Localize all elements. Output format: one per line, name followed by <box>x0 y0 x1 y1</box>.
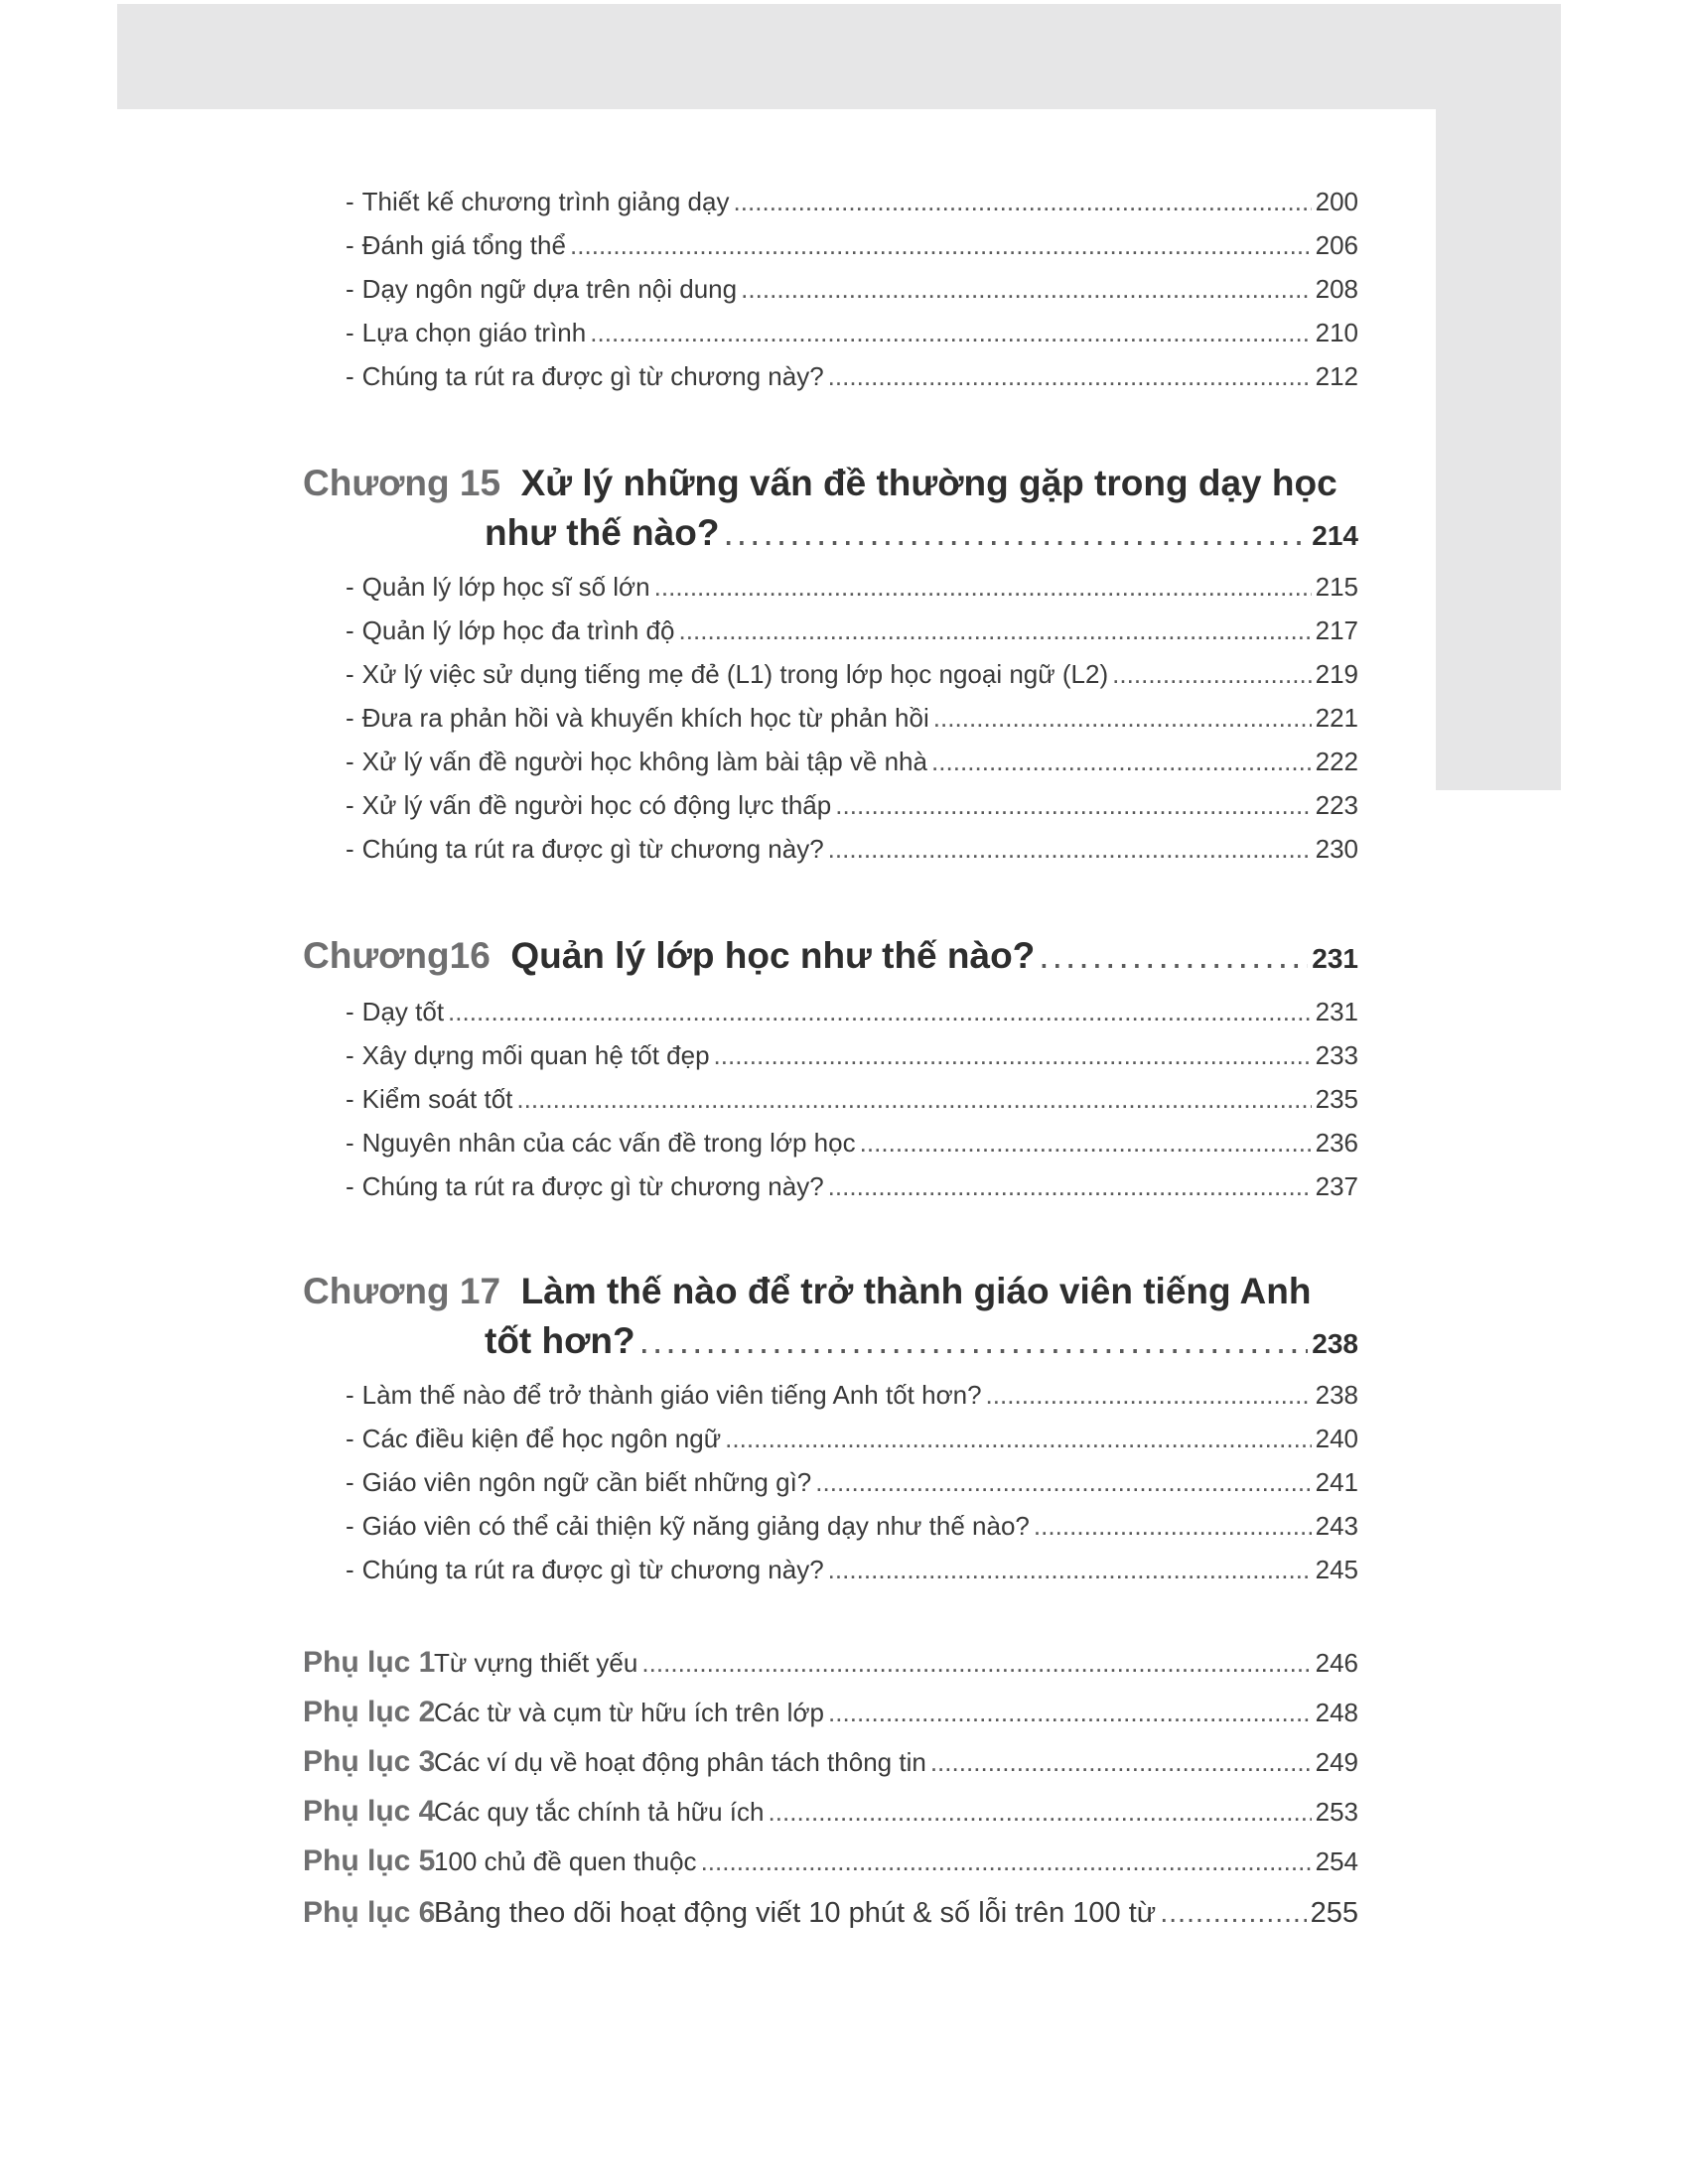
toc-item-page: 210 <box>1315 318 1358 347</box>
appendix-label: Phụ lục 3 <box>303 1745 436 1778</box>
toc-item-page: 237 <box>1315 1171 1358 1201</box>
toc-item-page: 245 <box>1315 1555 1358 1584</box>
chapter-page: 238 <box>1312 1328 1358 1359</box>
appendix-item[interactable] <box>303 1896 1358 1930</box>
toc-item-text: Nguyên nhân của các vấn đề trong lớp học <box>361 1128 856 1158</box>
toc-item-text: Các điều kiện để học ngôn ngữ <box>361 1424 722 1453</box>
toc-item-text: Chúng ta rút ra được gì từ chương này? <box>361 361 824 391</box>
appendix-page: 255 <box>1310 1897 1358 1929</box>
appendix-page: 253 <box>1315 1797 1358 1827</box>
appendix-item[interactable] <box>303 1795 1358 1829</box>
toc-item-page: 215 <box>1315 572 1358 602</box>
toc-item[interactable]: - Chúng ta rút ra được gì từ chương này? . . . 212 <box>346 361 1358 392</box>
chapter-page: 214 <box>1312 520 1358 551</box>
appendix-item[interactable] <box>303 1696 1358 1729</box>
toc-item-page: 235 <box>1315 1084 1358 1114</box>
chapter-16-heading[interactable] <box>303 935 1358 977</box>
toc-item[interactable]: - Xử lý vấn đề người học không làm bài tập về nhà . . . 222 <box>346 747 1358 777</box>
toc-item-text: Kiểm soát tốt <box>361 1084 513 1114</box>
toc-item[interactable]: - Chúng ta rút ra được gì từ chương này? . . . 230 <box>346 834 1358 865</box>
appendix-text: 100 chủ đề quen thuộc <box>434 1846 697 1876</box>
appendix-page: 246 <box>1315 1648 1358 1678</box>
appendix-label: Phụ lục 2 <box>303 1696 436 1728</box>
chapter-label: Chương 17 <box>303 1271 501 1311</box>
toc-item-page: 206 <box>1315 230 1358 260</box>
chapter-label: Chương 15 <box>303 463 501 503</box>
toc-item-text: Giáo viên có thể cải thiện kỹ năng giảng dạy như thế nào? <box>361 1511 1030 1541</box>
toc-item-page: 200 <box>1315 187 1358 216</box>
chapter-title: Làm thế nào để trở thành giáo viên tiếng Anh <box>520 1271 1312 1311</box>
toc-item-page: 208 <box>1315 274 1358 304</box>
toc-item-page: 241 <box>1315 1467 1358 1497</box>
chapter-label: Chương16 <box>303 935 491 976</box>
toc-item-text: Làm thế nào để trở thành giáo viên tiếng Anh tốt hơn? <box>361 1380 982 1410</box>
appendix-page: 254 <box>1315 1846 1358 1876</box>
toc-item[interactable]: - Xử lý vấn đề người học có động lực thấp . . . 223 <box>346 790 1358 821</box>
toc-item-text: Quản lý lớp học sĩ số lớn <box>361 572 650 602</box>
chapter-title-cont: tốt hơn? <box>485 1320 635 1361</box>
toc-item-text: Đưa ra phản hồi và khuyến khích học từ phản hồi <box>361 703 929 733</box>
appendix-item[interactable] <box>303 1844 1358 1878</box>
toc-item-text: Dạy tốt <box>361 997 445 1026</box>
appendix-text: Bảng theo dõi hoạt động viết 10 phút & số lỗi trên 100 từ <box>434 1897 1157 1929</box>
toc-item-page: 236 <box>1315 1128 1358 1158</box>
toc-item-text: Quản lý lớp học đa trình độ <box>361 615 675 645</box>
chapter-title: Quản lý lớp học như thế nào? <box>510 935 1036 976</box>
toc-item[interactable]: - Giáo viên có thể cải thiện kỹ năng giảng dạy như thế nào? . . . 243 <box>346 1511 1358 1542</box>
toc-item-text: Lựa chọn giáo trình <box>361 318 587 347</box>
appendix-page: 248 <box>1315 1698 1358 1727</box>
header-band <box>117 4 1561 109</box>
toc-item-text: Xử lý vấn đề người học không làm bài tập về nhà <box>361 747 927 776</box>
toc-item[interactable]: - Xử lý việc sử dụng tiếng mẹ đẻ (L1) trong lớp học ngoại ngữ (L2) . . . 219 <box>346 659 1358 690</box>
toc-item[interactable]: - Các điều kiện để học ngôn ngữ . . . 240 <box>346 1424 1358 1454</box>
appendix-label: Phụ lục 4 <box>303 1795 436 1828</box>
toc-item[interactable]: - Thiết kế chương trình giảng dạy . . . 200 <box>346 187 1358 217</box>
toc-item-page: 233 <box>1315 1040 1358 1070</box>
toc-item-text: Dạy ngôn ngữ dựa trên nội dung <box>361 274 738 304</box>
toc-item-page: 221 <box>1315 703 1358 733</box>
toc-item-text: Chúng ta rút ra được gì từ chương này? <box>361 834 824 864</box>
toc-item[interactable]: - Nguyên nhân của các vấn đề trong lớp học . . . 236 <box>346 1128 1358 1159</box>
toc-item-page: 212 <box>1315 361 1358 391</box>
appendix-text: Từ vựng thiết yếu <box>434 1648 638 1678</box>
side-tab <box>1436 109 1561 790</box>
appendix-page: 249 <box>1315 1747 1358 1777</box>
toc-item-text: Xử lý vấn đề người học có động lực thấp <box>361 790 832 820</box>
appendix-label: Phụ lục 5 <box>303 1844 436 1877</box>
appendix-item[interactable] <box>303 1745 1358 1779</box>
toc-item-page: 231 <box>1315 997 1358 1026</box>
toc-item-text: Xử lý việc sử dụng tiếng mẹ đẻ (L1) trong lớp học ngoại ngữ (L2) <box>361 659 1109 689</box>
toc-item-page: 240 <box>1315 1424 1358 1453</box>
chapter-title-cont: như thế nào? <box>485 512 720 553</box>
toc-item[interactable]: - Đánh giá tổng thể . . . 206 <box>346 230 1358 261</box>
toc-item[interactable]: - Lựa chọn giáo trình . . . 210 <box>346 318 1358 348</box>
toc-item-text: Xây dựng mối quan hệ tốt đẹp <box>361 1040 710 1070</box>
toc-item-text: Thiết kế chương trình giảng dạy <box>361 187 730 216</box>
toc-item[interactable]: - Chúng ta rút ra được gì từ chương này? . . . 237 <box>346 1171 1358 1202</box>
toc-item-text: Đánh giá tổng thể <box>361 230 566 260</box>
appendix-text: Các quy tắc chính tả hữu ích <box>434 1797 765 1827</box>
toc-item-text: Chúng ta rút ra được gì từ chương này? <box>361 1171 824 1201</box>
toc-item[interactable]: - Quản lý lớp học đa trình độ . . . 217 <box>346 615 1358 646</box>
toc-item[interactable]: - Quản lý lớp học sĩ số lớn . . . 215 <box>346 572 1358 603</box>
toc-item[interactable]: - Làm thế nào để trở thành giáo viên tiếng Anh tốt hơn? . . . 238 <box>346 1380 1358 1411</box>
toc-item[interactable]: - Chúng ta rút ra được gì từ chương này? . . . 245 <box>346 1555 1358 1585</box>
appendix-label: Phụ lục 1 <box>303 1646 436 1679</box>
appendix-label: Phụ lục 6 <box>303 1896 436 1929</box>
toc-item[interactable]: - Xây dựng mối quan hệ tốt đẹp . . . 233 <box>346 1040 1358 1071</box>
toc-item[interactable]: - Dạy ngôn ngữ dựa trên nội dung . . . 208 <box>346 274 1358 305</box>
toc-item-page: 222 <box>1315 747 1358 776</box>
toc-item-page: 230 <box>1315 834 1358 864</box>
toc-item-page: 217 <box>1315 615 1358 645</box>
toc-item-page: 238 <box>1315 1380 1358 1410</box>
appendix-item[interactable] <box>303 1646 1358 1680</box>
toc-item[interactable]: - Kiểm soát tốt . . . 235 <box>346 1084 1358 1115</box>
appendix-text: Các từ và cụm từ hữu ích trên lớp <box>434 1698 824 1727</box>
toc-item-page: 223 <box>1315 790 1358 820</box>
toc-item[interactable]: - Dạy tốt . . . 231 <box>346 997 1358 1027</box>
toc-item[interactable]: - Giáo viên ngôn ngữ cần biết những gì? . . . 241 <box>346 1467 1358 1498</box>
toc-item[interactable]: - Đưa ra phản hồi và khuyến khích học từ phản hồi . . . 221 <box>346 703 1358 734</box>
chapter-title: Xử lý những vấn đề thường gặp trong dạy học <box>520 463 1337 503</box>
toc-item-text: Chúng ta rút ra được gì từ chương này? <box>361 1555 824 1584</box>
toc-item-page: 243 <box>1315 1511 1358 1541</box>
appendix-text: Các ví dụ về hoạt động phân tách thông tin <box>434 1747 926 1777</box>
toc-item-page: 219 <box>1315 659 1358 689</box>
toc-item-text: Giáo viên ngôn ngữ cần biết những gì? <box>361 1467 812 1497</box>
chapter-page: 231 <box>1312 943 1358 974</box>
